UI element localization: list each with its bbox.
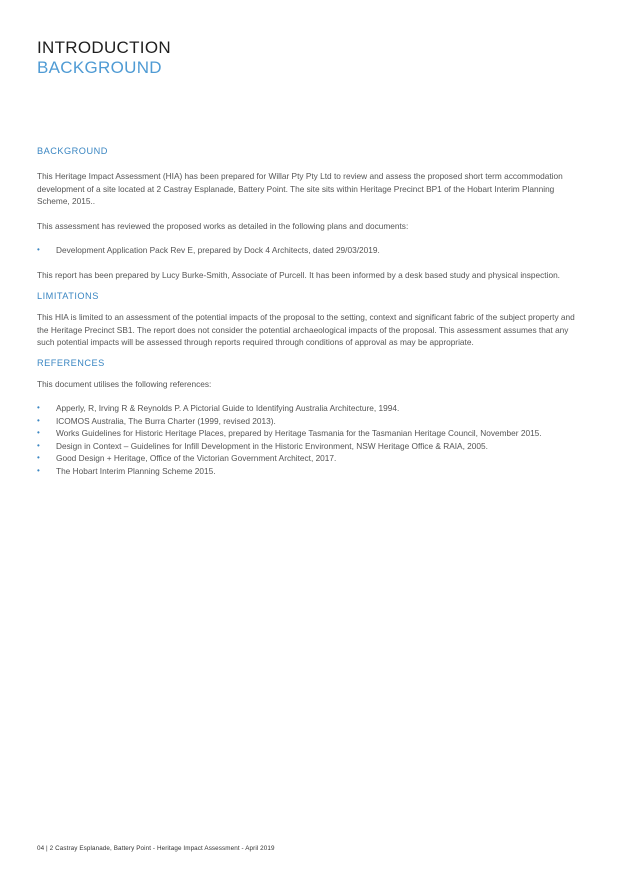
bullet-icon: • <box>37 428 40 438</box>
limitations-heading: LIMITATIONS <box>37 291 99 302</box>
list-item: • The Hobart Interim Planning Scheme 2015. <box>37 466 216 477</box>
page-footer: 04 | 2 Castray Esplanade, Battery Point - Heritage Impact Assessment - April 2019 <box>37 845 275 852</box>
bullet-icon: • <box>37 453 40 463</box>
bullet-icon: • <box>37 415 40 425</box>
bullet-icon: • <box>37 440 40 450</box>
list-item: • ICOMOS Australia, The Burra Charter (1999, revised 2013). <box>37 415 276 426</box>
references-list <box>37 402 587 478</box>
bullet-icon: • <box>37 245 40 254</box>
document-page <box>37 38 587 478</box>
list-item: • Design in Context – Guidelines for Infill Development in the Historic Environment, NSW Heritage Office & RAIA, 2005. <box>37 440 488 451</box>
list-item: • Development Application Pack Rev E, prepared by Dock 4 Architects, dated 29/03/2019. <box>37 245 380 255</box>
background-paragraph-1: This Heritage Impact Assessment (HIA) has been prepared for Willar Pty Pty Ltd to review and assess the proposed short term accommodation development of a site located at 2 Castray Esplanade, Battery Point. The site sits within Heritage Precinct BP1 of the Hobart Interim Planning Scheme, 2015.. <box>37 171 563 206</box>
references-section <box>37 358 587 478</box>
limitations-section <box>37 291 587 349</box>
bullet-icon: • <box>37 466 40 476</box>
page-subtitle: BACKGROUND <box>37 58 162 77</box>
background-paragraph-2: This assessment has reviewed the proposed works as detailed in the following plans and documents: <box>37 220 409 231</box>
background-section <box>37 146 587 281</box>
list-item: • Good Design + Heritage, Office of the Victorian Government Architect, 2017. <box>37 453 337 464</box>
bullet-icon: • <box>37 403 40 413</box>
limitations-paragraph: This HIA is limited to an assessment of the potential impacts of the proposal to the setting, context and significant fabric of the subject property and the Heritage Precinct SB1. The report does not consider the potential archaeological impacts of the proposal. This assessment assumes that any such potential impacts will be assessed through reports required through conditions of approval as may be appropriate. <box>37 312 575 348</box>
list-item: • Works Guidelines for Historic Heritage Places, prepared by Heritage Tasmania for the Tasmanian Heritage Council, November 2015. <box>37 428 542 439</box>
page-title: INTRODUCTION <box>37 38 171 57</box>
references-heading: REFERENCES <box>37 357 105 368</box>
plans-list <box>37 244 587 257</box>
background-heading: BACKGROUND <box>37 146 108 156</box>
list-item: • Apperly, R, Irving R & Reynolds P. A Pictorial Guide to Identifying Australia Architecture, 1994. <box>37 403 400 414</box>
references-intro: This document utilises the following references: <box>37 378 212 389</box>
background-paragraph-3: This report has been prepared by Lucy Burke-Smith, Associate of Purcell. It has been informed by a desk based study and physical inspection. <box>37 269 560 280</box>
